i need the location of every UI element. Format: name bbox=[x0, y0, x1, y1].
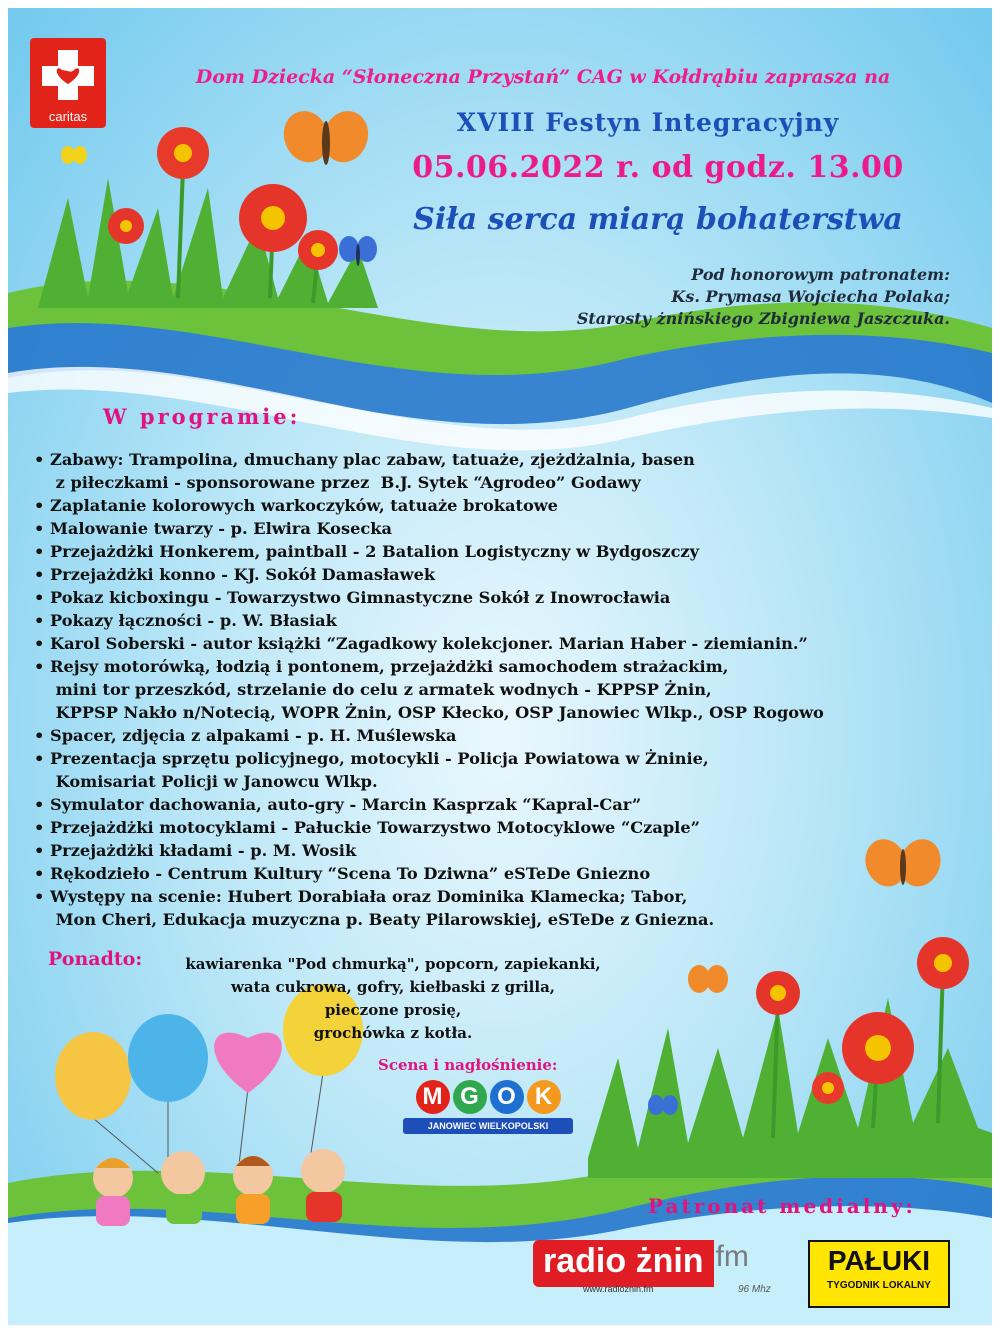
mgok-subtitle: JANOWIEC WIELKOPOLSKI bbox=[403, 1118, 573, 1134]
program-item: • Przejażdżki konno - KJ. Sokół Damasławek bbox=[32, 563, 982, 586]
ponadto-line: grochówka z kotła. bbox=[313, 1024, 473, 1042]
event-motto: Siła serca miarą bohaterstwa bbox=[413, 202, 903, 237]
program-item: • Spacer, zdjęcia z alpakami - p. H. Muślewska bbox=[32, 724, 982, 747]
program-item: • Rejsy motorówką, łodzią i pontonem, przejażdżki samochodem strażackim, mini tor przeszkód, strzelanie do celu z armatek wodnych - KPPSP Żnin, KPPSP Nakło n/Notecią, WOPR Żnin, OSP Kłecko, OSP Janowiec Wlkp., OSP Rogowo bbox=[32, 655, 982, 724]
radio-frequency: 96 Mhz bbox=[738, 1284, 771, 1295]
ponadto-label: Ponadto: bbox=[48, 948, 143, 970]
program-item: • Przejażdżki kładami - p. M. Wosik bbox=[32, 839, 982, 862]
invite-line: Dom Dziecka “Słoneczna Przystań” CAG w Kołdrąbiu zaprasza na bbox=[195, 66, 891, 88]
butterfly-top-orange bbox=[277, 105, 375, 169]
program-list bbox=[32, 448, 982, 931]
radio-fm: fm bbox=[715, 1240, 749, 1273]
ponadto-line: wata cukrowa, gofry, kiełbaski z grilla, bbox=[230, 978, 556, 996]
mgok-letter: G bbox=[453, 1080, 487, 1114]
patronage-line: Ks. Prymasa Wojciecha Polaka; bbox=[671, 287, 950, 306]
honorary-patronage bbox=[408, 264, 950, 330]
event-title: XVIII Festyn Integracyjny bbox=[456, 108, 840, 137]
butterfly-top-yellow bbox=[61, 146, 87, 164]
program-item: • Pokaz kicboxingu - Towarzystwo Gimnastyczne Sokół z Inowrocławia bbox=[32, 586, 982, 609]
program-item: • Przejażdżki Honkerem, paintball - 2 Batalion Logistyczny w Bydgoszczy bbox=[32, 540, 982, 563]
mgok-logo bbox=[403, 1080, 573, 1144]
butterfly-bottom-orange bbox=[688, 965, 728, 993]
paluki-logo bbox=[808, 1240, 950, 1308]
bottom-grass bbox=[588, 998, 992, 1178]
program-item: • Przejażdżki motocyklami - Pałuckie Towarzystwo Motocyklowe “Czaple” bbox=[32, 816, 982, 839]
mgok-letter: M bbox=[416, 1080, 450, 1114]
paluki-name: PAŁUKI bbox=[827, 1245, 931, 1276]
media-patronage-label: Patronat medialny: bbox=[648, 1194, 916, 1218]
caritas-logo bbox=[30, 38, 106, 128]
program-item: • Zabawy: Trampolina, dmuchany plac zabaw, tatuaże, zjeżdżalnia, basen z piłeczkami - sponsorowane przez B.J. Sytek “Agrodeo” Godawy bbox=[32, 448, 982, 494]
program-item: • Karol Soberski - autor książki “Zagadkowy kolekcjoner. Marian Haber - ziemianin.” bbox=[32, 632, 982, 655]
caritas-cross-icon bbox=[30, 38, 106, 108]
patronage-line: Starosty żnińskiego Zbigniewa Jaszczuka. bbox=[576, 309, 950, 328]
mgok-letter: O bbox=[490, 1080, 524, 1114]
event-date: 05.06.2022 r. od godz. 13.00 bbox=[412, 150, 904, 185]
program-item: • Pokazy łączności - p. W. Błasiak bbox=[32, 609, 982, 632]
program-item: • Rękodzieło - Centrum Kultury “Scena To Dziwna” eSTeDe Gniezno bbox=[32, 862, 982, 885]
program-item: • Zaplatanie kolorowych warkoczyków, tatuaże brokatowe bbox=[32, 494, 982, 517]
patronage-line: Pod honorowym patronatem: bbox=[691, 265, 950, 284]
poster bbox=[8, 8, 992, 1325]
caritas-label: caritas bbox=[48, 109, 88, 124]
paluki-subtitle: TYGODNIK LOKALNY bbox=[827, 1280, 931, 1291]
program-item: • Występy na scenie: Hubert Dorabiała oraz Dominika Klamecka; Tabor, Mon Cheri, Edukacja muzyczna p. Beaty Pilarowskiej, eSTeDe z Gniezna. bbox=[32, 885, 982, 931]
radio-znin-logo bbox=[533, 1240, 798, 1300]
ponadto-list bbox=[158, 953, 628, 1045]
stage-label: Scena i nagłośnienie: bbox=[378, 1056, 558, 1074]
program-item: • Symulator dachowania, auto-gry - Marcin Kasprzak “Kapral-Car” bbox=[32, 793, 982, 816]
butterfly-top-blue bbox=[339, 236, 377, 266]
program-title: W programie: bbox=[103, 404, 301, 429]
ponadto-line: kawiarenka "Pod chmurką", popcorn, zapiekanki, bbox=[185, 955, 601, 973]
program-item: • Prezentacja sprzętu policyjnego, motocykli - Policja Powiatowa w Żninie, Komisariat Policji w Janowcu Wlkp. bbox=[32, 747, 982, 793]
radio-name: radio żnin bbox=[533, 1240, 714, 1287]
mgok-letter: K bbox=[527, 1080, 561, 1114]
mgok-letters bbox=[403, 1080, 573, 1114]
radio-url: www.radioznin.fm bbox=[583, 1284, 654, 1294]
program-item: • Malowanie twarzy - p. Elwira Kosecka bbox=[32, 517, 982, 540]
ponadto-line: pieczone prosię, bbox=[324, 1001, 462, 1019]
